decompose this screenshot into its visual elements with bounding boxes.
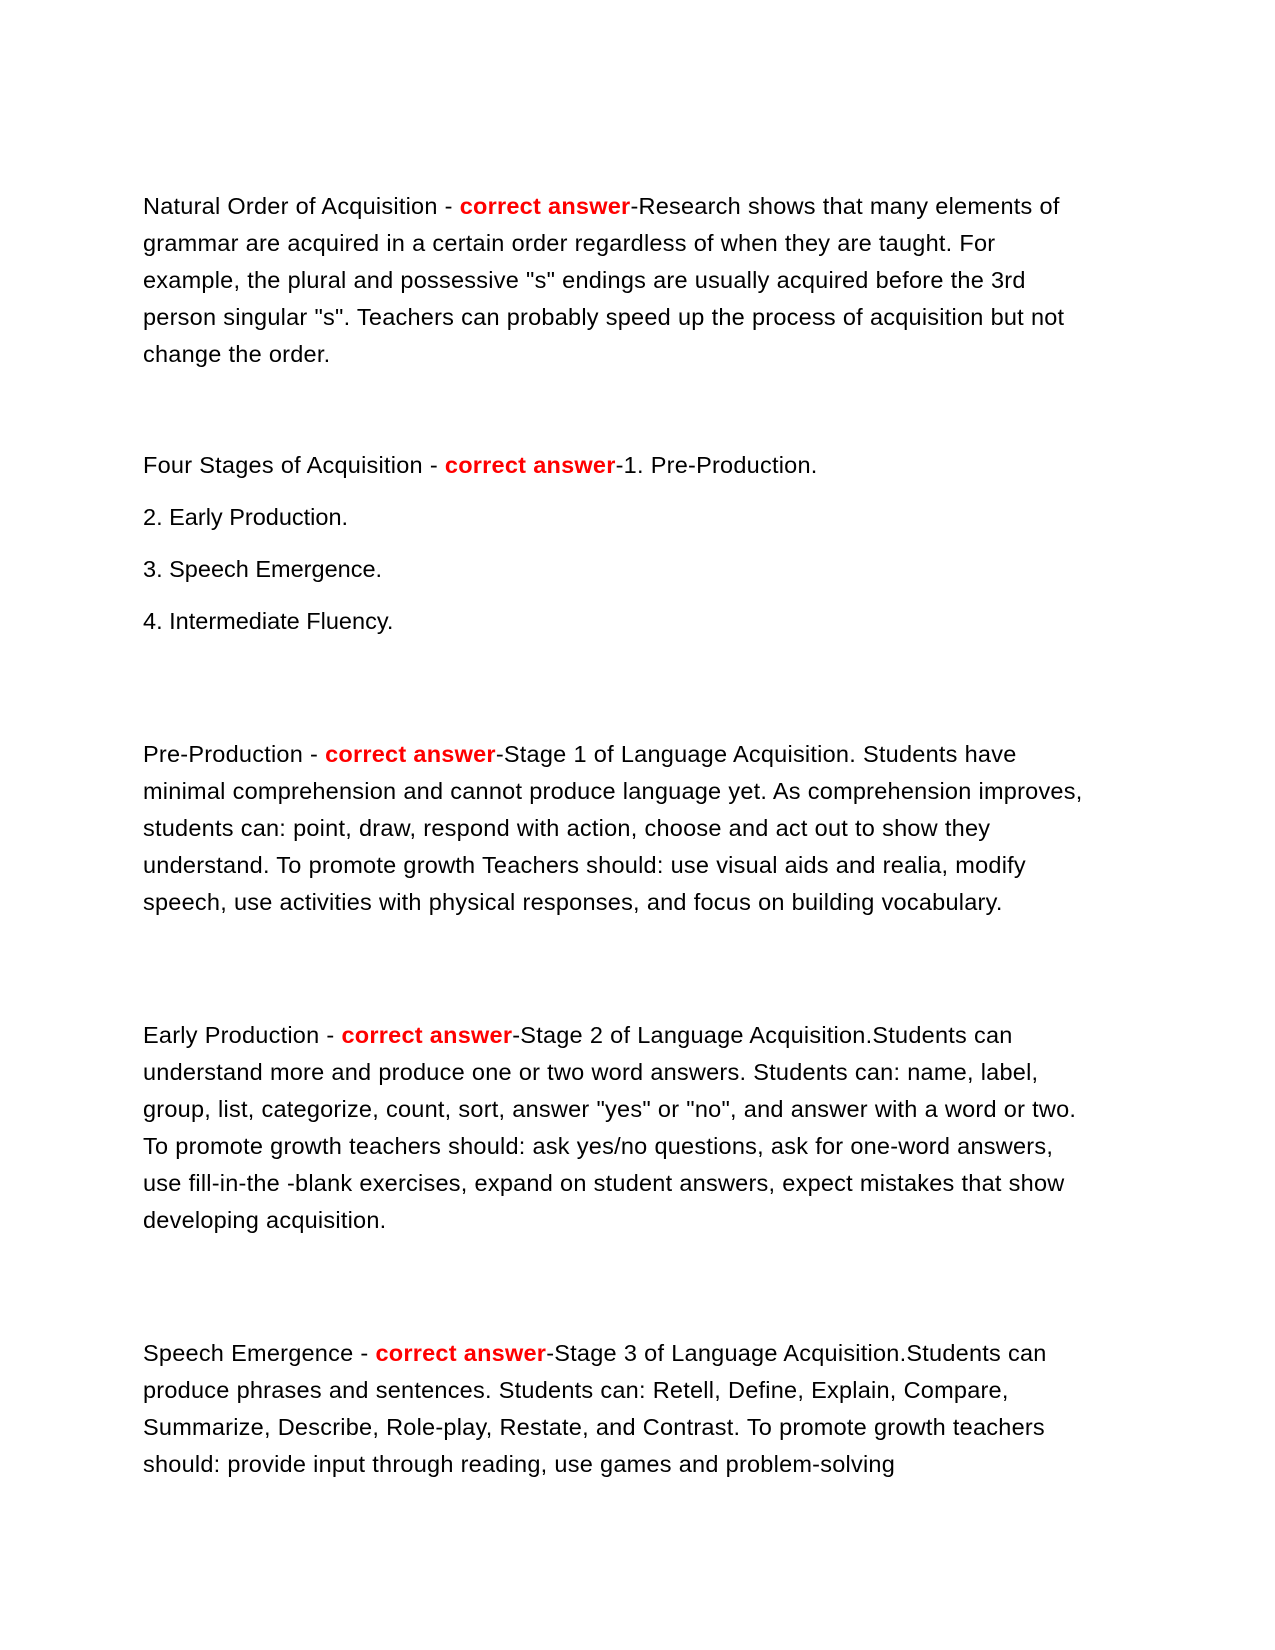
paragraph-spacer [143, 1313, 1083, 1335]
qa-answer: -Research shows that many elements of grammar are acquired in a certain order regardless of when they are taught. For example, the plural and possessive "s" endings are usually acquired before the 3rd person singular "s". Teachers can probably speed up the process of acquisition but not change the order. [143, 193, 1065, 367]
qa-answer: -Stage 3 of Language Acquisition.Students can produce phrases and sentences. Students can: Retell, Define, Explain, Compare, Summarize, Describe, Role-play, Restate, and Contrast. To promote growth teachers should: provide input through reading, use games and problem-solving [143, 1340, 1047, 1477]
qa-paragraph [143, 736, 1083, 921]
qa-answer: -1. Pre-Production. [615, 452, 818, 478]
qa-entry-speech-emergence [143, 1335, 1083, 1483]
qa-answer: -Stage 2 of Language Acquisition.Students can understand more and produce one or two word answers. Students can: name, label, group, list, categorize, count, sort, answer "yes" or "no", and answer with a word or two. To promote growth teachers should: ask yes/no questions, ask for one-word answers, use fill-in-the -blank exercises, expand on student answers, expect mistakes that show developing acquisition. [143, 1022, 1077, 1233]
paragraph-spacer [143, 640, 1083, 714]
qa-term: Pre-Production - [143, 741, 326, 767]
paragraph-spacer [143, 714, 1083, 736]
document-body [143, 188, 1083, 1483]
correct-answer-marker: correct answer [459, 193, 631, 219]
qa-term: Natural Order of Acquisition - [143, 193, 460, 219]
paragraph-spacer [143, 1239, 1083, 1313]
stage-list-item: 4. Intermediate Fluency. [143, 608, 394, 634]
qa-term: Early Production - [143, 1022, 342, 1048]
qa-paragraph [143, 188, 1083, 373]
paragraph-spacer [143, 995, 1083, 1017]
stage-list-item: 3. Speech Emergence. [143, 556, 383, 582]
qa-paragraph [143, 1017, 1083, 1239]
stage-list-item: 2. Early Production. [143, 504, 349, 530]
paragraph-spacer [143, 921, 1083, 995]
qa-term: Four Stages of Acquisition - [143, 452, 445, 478]
qa-entry-pre-production [143, 736, 1083, 921]
correct-answer-marker: correct answer [341, 1022, 513, 1048]
qa-paragraph [143, 447, 1083, 484]
correct-answer-marker: correct answer [444, 452, 616, 478]
qa-entry-four-stages [143, 447, 1083, 640]
qa-entry-early-production [143, 1017, 1083, 1239]
paragraph-spacer [143, 373, 1083, 447]
correct-answer-marker: correct answer [375, 1340, 547, 1366]
correct-answer-marker: correct answer [325, 741, 496, 767]
qa-entry-natural-order [143, 188, 1083, 373]
qa-answer: -Stage 1 of Language Acquisition. Students have minimal comprehension and cannot produce language yet. As comprehension improves, students can: point, draw, respond with action, choose and act out to show they understand. To promote growth Teachers should: use visual aids and realia, modify speech, use activities with physical responses, and focus on building vocabulary. [143, 741, 1083, 915]
qa-term: Speech Emergence - [143, 1340, 376, 1366]
qa-paragraph [143, 1335, 1083, 1483]
